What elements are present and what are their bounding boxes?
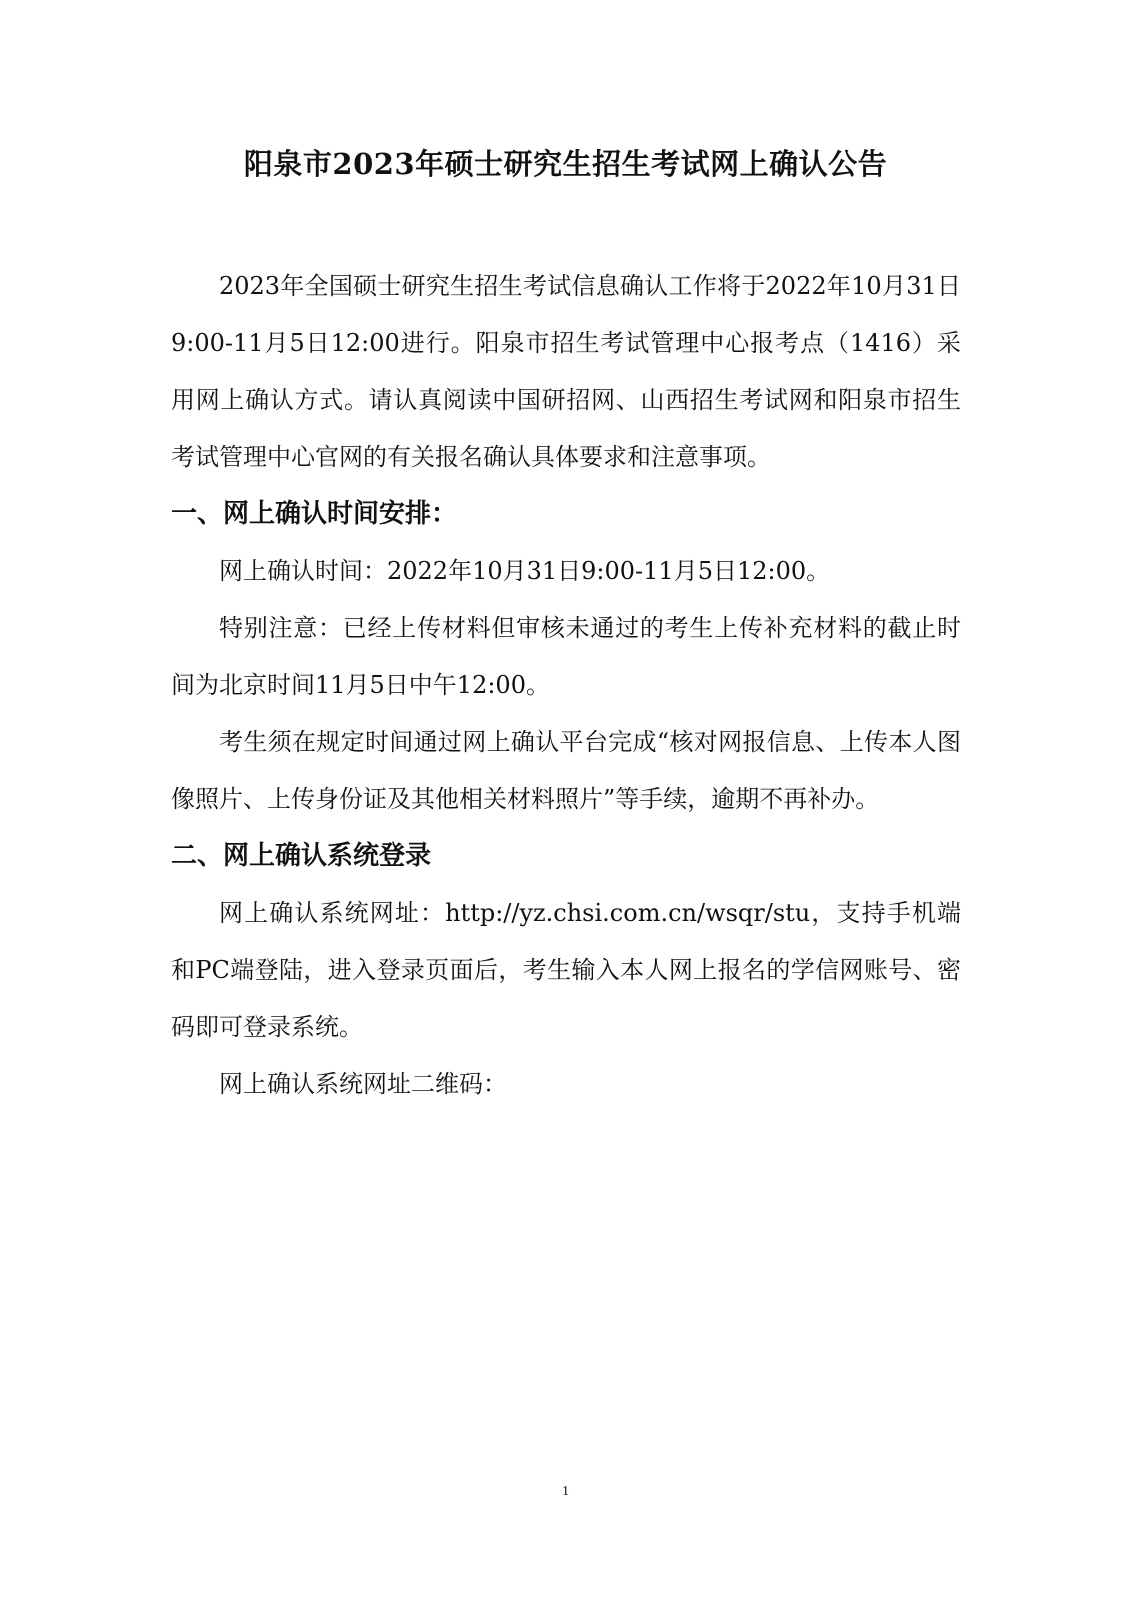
section-2-heading: 二、网上确认系统登录: [171, 841, 432, 871]
confirmation-time-paragraph: 网上确认时间：2022年10月31日9:00-11月5日12:00。: [219, 557, 831, 585]
qr-code-label: 网上确认系统网址二维码：: [219, 1070, 507, 1098]
page-title: 阳泉市2023年硕士研究生招生考试网上确认公告: [243, 147, 888, 181]
document-body: [171, 258, 961, 1113]
intro-paragraph: 2023年全国硕士研究生招生考试信息确认工作将于2022年10月31日9:00-11月5日12:00进行。阳泉市招生考试管理中心报考点（1416）采用网上确认方式。请认真阅读中国研招网、山西招生考试网和阳泉市招生考试管理中心官网的有关报名确认具体要求和注意事项。: [171, 272, 961, 471]
requirement-paragraph: 考生须在规定时间通过网上确认平台完成“核对网报信息、上传本人图像照片、上传身份证及其他相关材料照片”等手续，逾期不再补办。: [171, 728, 961, 813]
special-note-paragraph: 特别注意：已经上传材料但审核未通过的考生上传补充材料的截止时间为北京时间11月5日中午12:00。: [171, 614, 961, 699]
page-number: 1: [562, 1484, 569, 1499]
section-1-heading: 一、网上确认时间安排：: [171, 499, 458, 529]
system-url-paragraph: 网上确认系统网址：http://yz.chsi.com.cn/wsqr/stu，支持手机端和PC端登陆，进入登录页面后，考生输入本人网上报名的学信网账号、密码即可登录系统。: [171, 899, 961, 1041]
